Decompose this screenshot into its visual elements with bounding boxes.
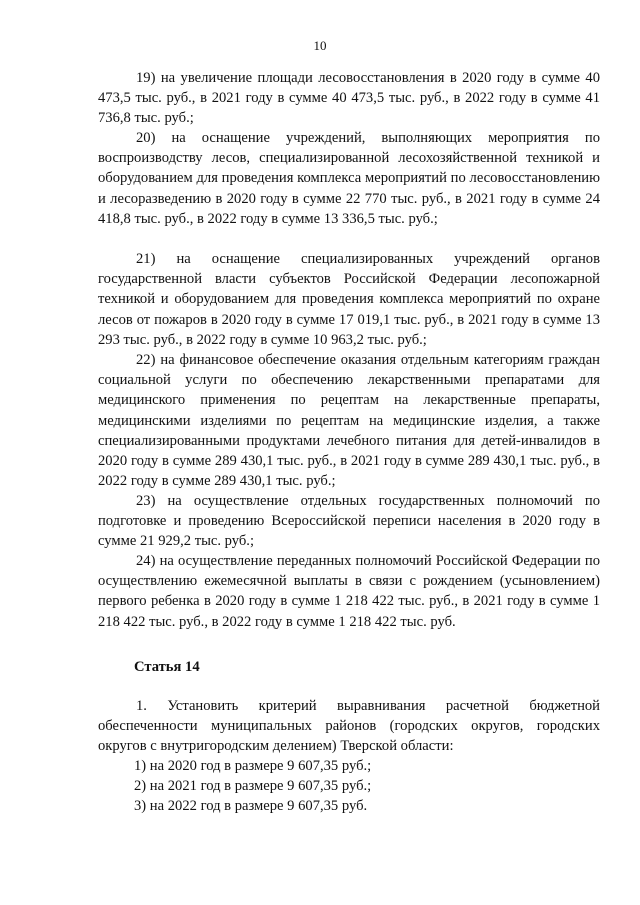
paragraph-23: 23) на осуществление отдельных государственных полномочий по подготовке и проведению Всероссийской переписи населения в 2020 году в сумме 21 929,2 тыс. руб.; (98, 493, 600, 550)
article-heading: Статья 14 (134, 659, 200, 675)
paragraph-20: 20) на оснащение учреждений, выполняющих мероприятия по воспроизводству лесов, специализированной лесохозяйственной техникой и оборудованием для проведения комплекса мероприятий по лесовосстановлению и лесоразведению в 2020 году в сумме 22 770 тыс. руб., в 2021 году в сумме 24 418,8 тыс. руб., в 2022 году в сумме 13 336,5 тыс. руб.; (98, 130, 600, 227)
list-item: 2) на 2021 год в размере 9 607,35 руб.; (134, 778, 372, 794)
paragraph-22: 22) на финансовое обеспечение оказания отдельным категориям граждан социальной услуги по обеспечению лекарственными препаратами для медицинского применения по рецептам на лекарственные препараты, медицинскими изделиями по рецептам на медицинские изделия, а также специализированными продуктами лечебного питания для детей-инвалидов в 2020 году в сумме 289 430,1 тыс. руб., в 2021 году в сумме 289 430,1 тыс. руб., в 2022 году в сумме 289 430,1 тыс. руб.; (98, 352, 600, 490)
article-paragraph: 1. Установить критерий выравнивания расчетной бюджетной обеспеченности муниципальных районов (городских округов, городских округов с внутригородским делением) Тверской области: (98, 698, 600, 755)
page-number: 10 (313, 38, 327, 53)
list-item: 3) на 2022 год в размере 9 607,35 руб. (134, 798, 368, 814)
paragraph-21: 21) на оснащение специализированных учреждений органов государственной власти субъектов Российской Федерации лесопожарной техникой и оборудованием для проведения комплекса мероприятий по охране лесов от пожаров в 2020 году в сумме 17 019,1 тыс. руб., в 2021 году в сумме 13 293 тыс. руб., в 2022 году в сумме 10 963,2 тыс. руб.; (98, 251, 600, 348)
list-item: 1) на 2020 год в размере 9 607,35 руб.; (134, 758, 372, 774)
paragraph-24: 24) на осуществление переданных полномочий Российской Федерации по осуществлению ежемесячной выплаты в связи с рождением (усыновлением) первого ребенка в 2020 году в сумме 1 218 422 тыс. руб., в 2021 году в сумме 1 218 422 тыс. руб., в 2022 году в сумме 1 218 422 тыс. руб. (98, 553, 600, 630)
paragraph-19: 19) на увеличение площади лесовосстановления в 2020 году в сумме 40 473,5 тыс. руб., в 2021 году в сумме 40 473,5 тыс. руб., в 2022 году в сумме 41 736,8 тыс. руб.; (98, 70, 600, 127)
